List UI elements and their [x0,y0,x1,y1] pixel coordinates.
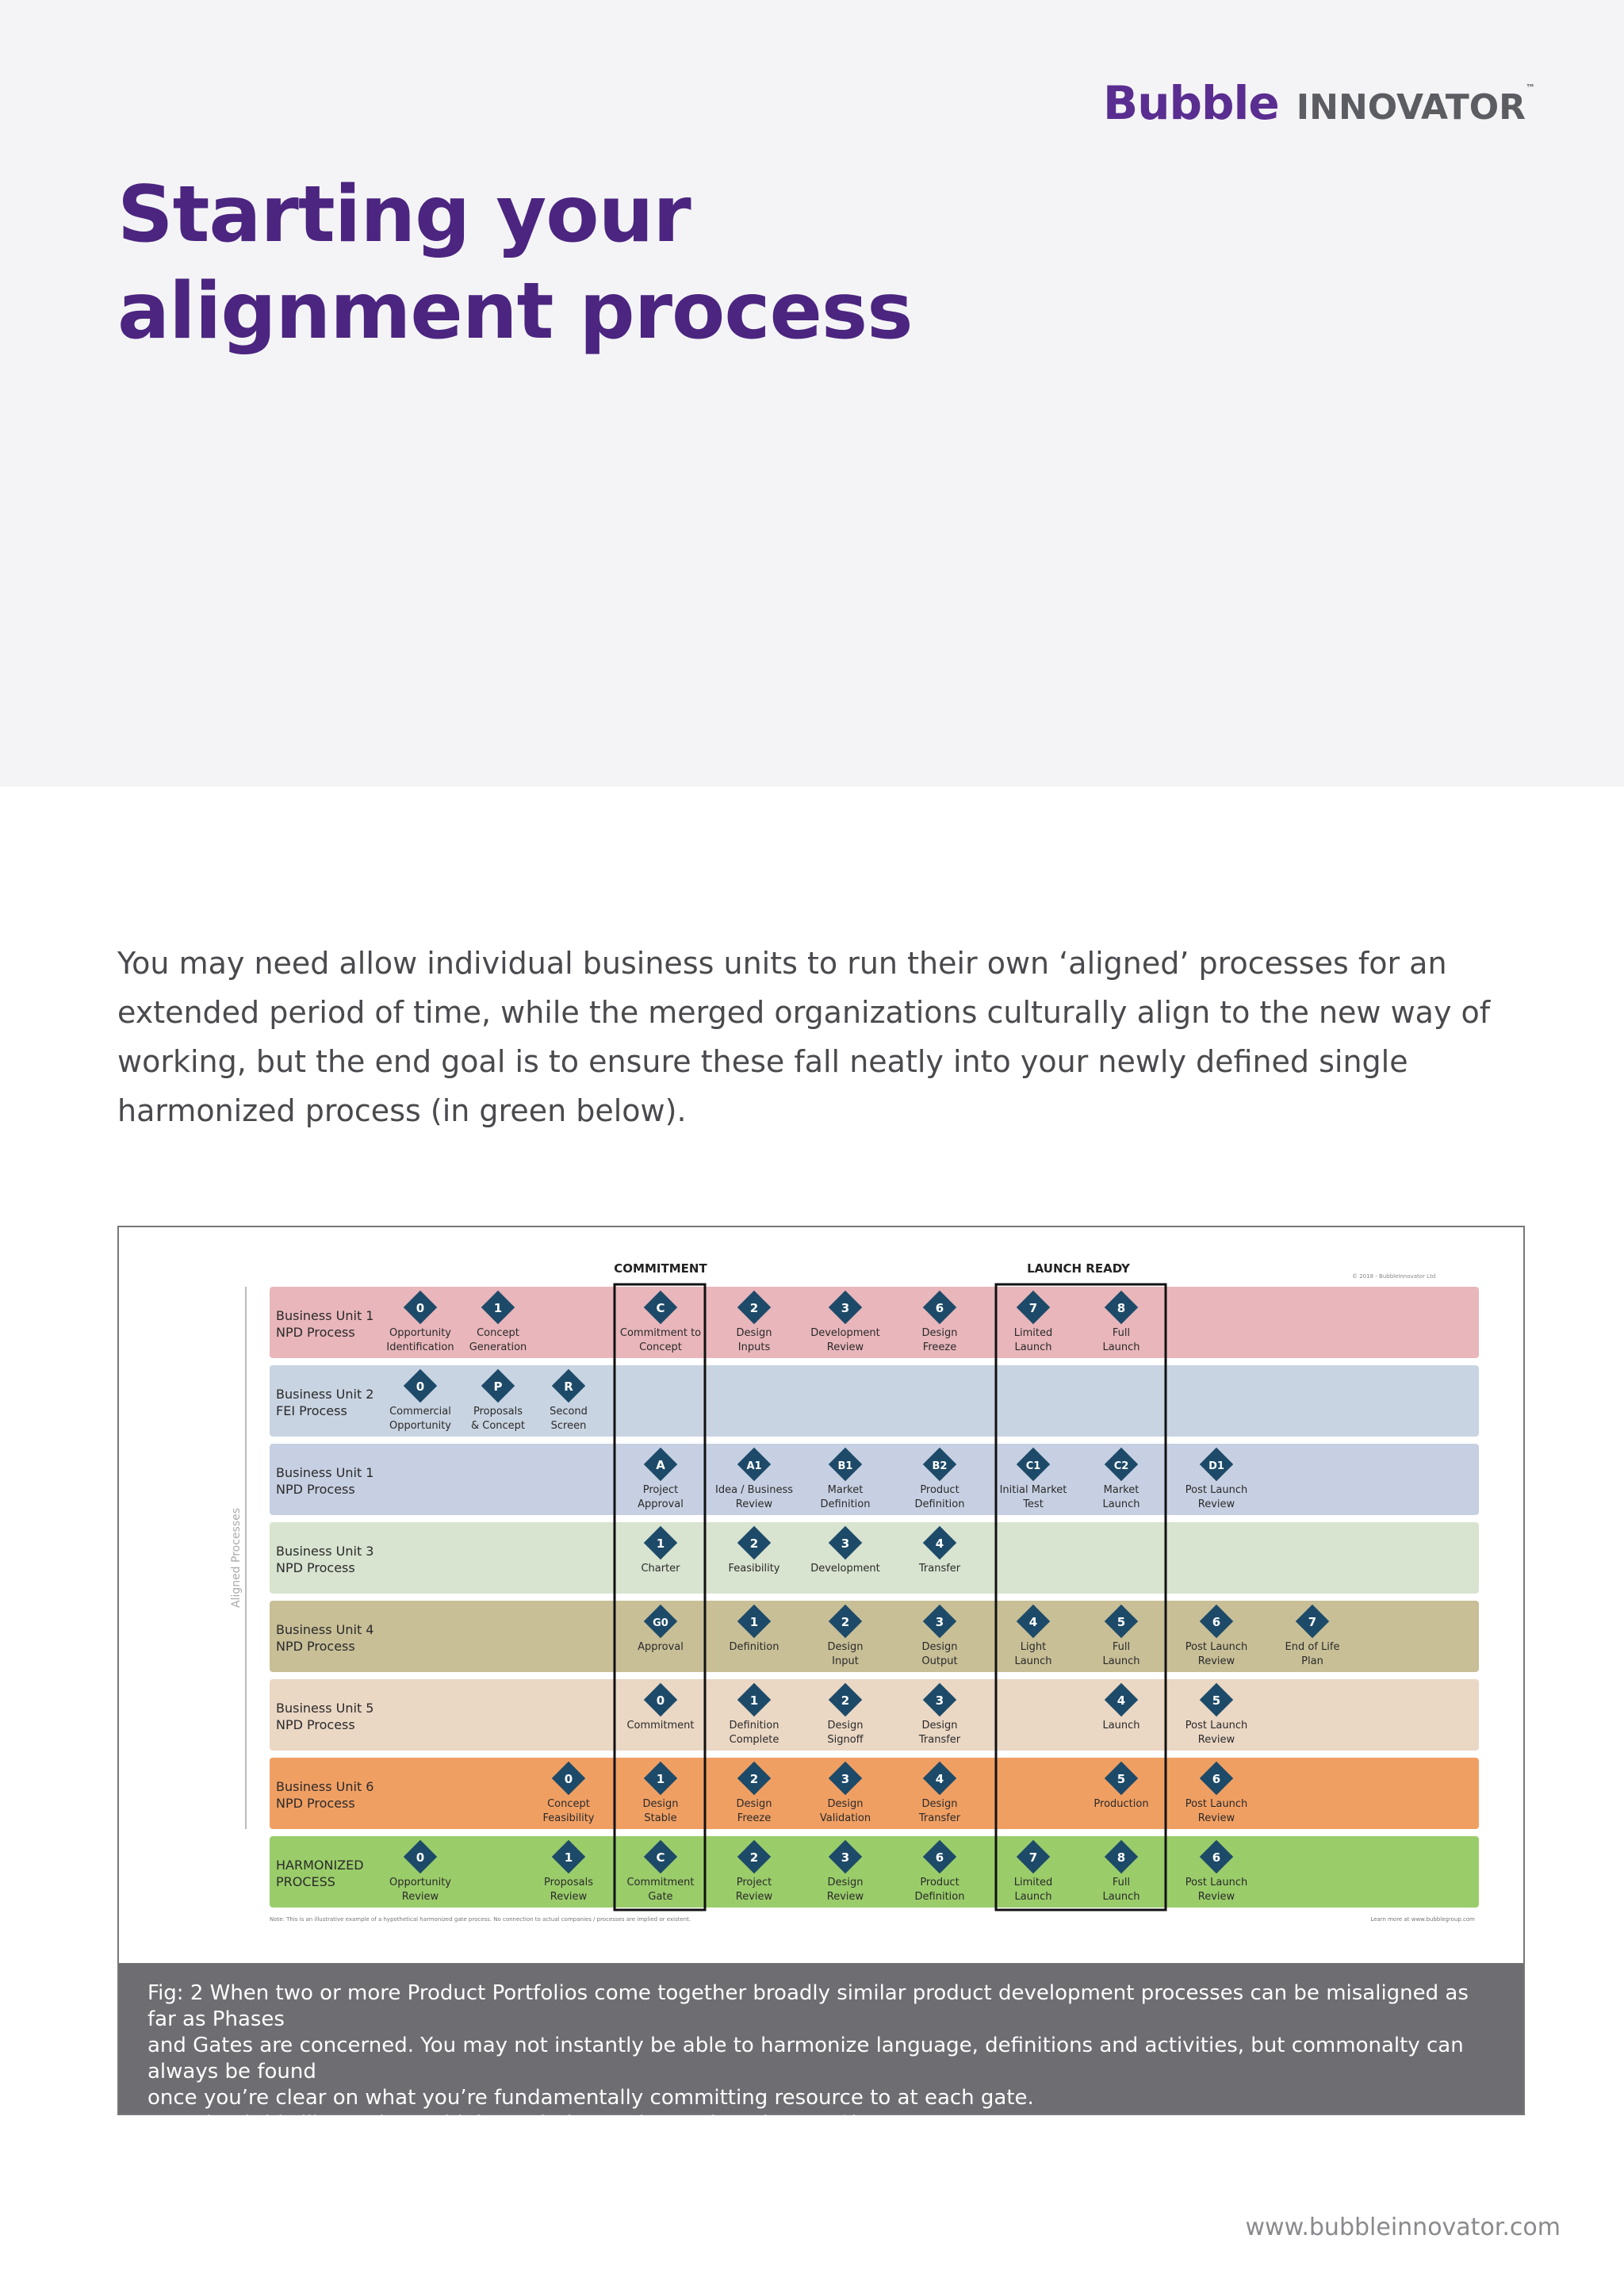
gate-id: G0 [653,1617,668,1629]
gate-id: 0 [416,1380,425,1394]
gate-label: Full [1112,1327,1131,1339]
gate-id: B2 [932,1460,948,1472]
gate-id: D1 [1208,1460,1224,1472]
gate-id: 4 [1028,1615,1038,1629]
learn-more-text: Learn more at www.bubblegroup.com [1370,1916,1475,1923]
gate-label: Approval [638,1498,684,1510]
gate-label: Project [736,1877,772,1888]
gate-label: Design [827,1641,864,1653]
gate-id: 1 [749,1615,759,1629]
gate-id: 2 [749,1536,759,1551]
gate-label: Launch [1102,1720,1140,1732]
gate-id: 3 [841,1536,850,1551]
page-title [117,166,913,360]
gate-label: Review [550,1891,588,1903]
gate-id: 1 [656,1536,665,1551]
gate-label: Freeze [922,1341,957,1353]
row-title: NPD Process [276,1560,355,1575]
gate-label: Design [827,1798,864,1810]
diagram-note: Note: This is an illustrative example of a hypothetical harmonized gate process. No connection to actual companies / processes are implied or existent. [270,1916,691,1923]
row-title: PROCESS [276,1874,335,1889]
gate-label: Concept [639,1341,682,1353]
gate-label: Input [832,1655,859,1667]
gate-label: Approval [638,1641,684,1653]
gate-label: Review [826,1891,864,1903]
gate-label: Product [920,1484,959,1496]
gate-id: 7 [1028,1850,1038,1865]
gate-label: Limited [1013,1327,1053,1339]
gate-label: Commitment [626,1877,695,1888]
body-paragraph: You may need allow individual business units to run their own ‘aligned’ processes for an extended period of time, while the merged organizations culturally align to the new way of working, but the end goal is to ensure these fall neatly into your newly defined single harmonized process (in green below). [117,946,1491,1128]
launch-ready-header: LAUNCH READY [1027,1261,1130,1276]
gate-id: 4 [1116,1693,1126,1708]
gate-label: Design [921,1720,958,1732]
gate-label: Product [920,1877,959,1888]
gate-id: 6 [1212,1850,1221,1865]
process-alignment-diagram [119,1227,1526,1966]
gate-id: A1 [746,1460,762,1472]
gate-label: Design [736,1798,772,1810]
row-title: Business Unit 2 [276,1387,374,1402]
gate-id: 0 [416,1301,425,1315]
row-title: Business Unit 3 [276,1544,374,1559]
gate-label: Complete [729,1734,779,1746]
gate-id: 5 [1116,1772,1126,1786]
gate-id: 2 [749,1850,759,1865]
gate-label: Definition [820,1498,871,1510]
gate-id: 3 [935,1615,944,1629]
gate-label: Generation [469,1341,527,1353]
gate-label: Review [826,1341,864,1353]
gate-id: 1 [493,1301,503,1315]
gate-label: Post Launch [1185,1641,1248,1653]
logo-trademark: ™ [1526,82,1535,94]
gate-label: Development [810,1327,880,1339]
gate-label: Review [1197,1655,1235,1667]
gate-label: Launch [1102,1341,1140,1353]
gate-id: 2 [749,1772,759,1786]
gate-label: Review [1197,1498,1235,1510]
gate-label: Idea / Business [714,1484,794,1496]
gate-id: 2 [841,1615,850,1629]
gate-label: Light [1020,1641,1047,1653]
gate-label: Post Launch [1185,1798,1248,1810]
gate-id: 6 [935,1301,944,1315]
page-title-line-2: alignment process [117,266,913,357]
gate-label: Validation [819,1812,871,1824]
gate-id: 8 [1116,1301,1126,1315]
gate-label: Launch [1014,1655,1052,1667]
figure-caption [119,1963,1523,2136]
gate-id: C [656,1850,665,1865]
gate-id: C2 [1113,1460,1129,1472]
gate-label: Design [827,1877,864,1888]
gate-id: 0 [656,1693,665,1708]
gate-id: 2 [841,1693,850,1708]
row-title: Business Unit 4 [276,1622,374,1637]
gate-label: Stable [644,1812,677,1824]
gate-id: 3 [841,1301,850,1315]
gate-label: Feasibility [728,1563,780,1575]
bubble-innovator-logo [1103,76,1535,130]
gate-label: Design [921,1327,958,1339]
gate-label: Commitment to [619,1327,702,1339]
gate-label: Feasibility [542,1812,595,1824]
gate-label: Signoff [827,1734,864,1746]
gate-id: 3 [841,1850,850,1865]
gate-label: Test [1023,1498,1044,1510]
row-title: Business Unit 5 [276,1701,374,1716]
gate-label: Production [1094,1798,1149,1810]
gate-label: Initial Market [999,1484,1067,1496]
process-row [270,1522,1479,1594]
row-title: FEI Process [276,1403,347,1418]
gate-id: 7 [1308,1615,1317,1629]
gate-label: Launch [1102,1891,1140,1903]
gate-label: Inputs [737,1341,771,1353]
gate-label: Opportunity [389,1877,452,1888]
gate-id: R [564,1380,573,1394]
gate-label: End of Life [1285,1641,1340,1653]
gate-id: 0 [564,1772,573,1786]
copyright-text: © 2018 - BubbleInnovator Ltd [1352,1273,1436,1280]
gate-label: Identification [386,1341,454,1353]
aligned-processes-label: Aligned Processes [230,1507,243,1609]
logo-secondary: INNOVATOR [1296,87,1526,128]
row-title: NPD Process [276,1482,355,1497]
gate-id: 6 [1212,1772,1221,1786]
gate-label: Transfer [918,1563,961,1575]
gate-label: Review [735,1498,773,1510]
gate-label: Second [550,1406,588,1418]
gate-id: 4 [935,1772,944,1786]
gate-id: 5 [1212,1693,1221,1708]
gate-label: Proposals [544,1877,593,1888]
page-title-line-1: Starting your [117,170,691,260]
gate-label: Concept [477,1327,519,1339]
gate-label: Definition [729,1641,779,1653]
figure-box [117,1226,1525,2136]
gate-label: Launch [1014,1341,1052,1353]
row-title: NPD Process [276,1717,355,1732]
gate-label: Plan [1301,1655,1323,1667]
gate-label: Transfer [918,1812,961,1824]
process-row [270,1836,1479,1908]
gate-id: P [493,1380,503,1394]
gate-id: 6 [1212,1615,1221,1629]
gate-label: Commitment [626,1720,695,1732]
gate-id: B1 [837,1460,853,1472]
gate-label: Launch [1102,1498,1140,1510]
gate-id: 7 [1028,1301,1038,1315]
gate-label: Post Launch [1185,1720,1248,1732]
process-row [270,1601,1479,1672]
gate-label: Design [642,1798,679,1810]
row-title: HARMONIZED [276,1858,364,1873]
gate-label: Definition [914,1498,965,1510]
gate-id: 1 [749,1693,759,1708]
row-title: NPD Process [276,1325,355,1340]
gate-id: 0 [416,1850,425,1865]
gate-label: Post Launch [1185,1484,1248,1496]
gate-id: 6 [935,1850,944,1865]
gate-label: Definition [729,1720,779,1732]
gate-label: Output [921,1655,958,1667]
gate-label: Design [921,1798,958,1810]
row-title: NPD Process [276,1639,355,1654]
process-row [270,1679,1479,1751]
gate-id: 4 [935,1536,944,1551]
gate-id: 1 [564,1850,573,1865]
footer-website-link[interactable]: www.bubbleinnovator.com [1245,2214,1561,2241]
gate-label: Gate [648,1891,673,1903]
row-title: Business Unit 1 [276,1308,374,1323]
gate-label: & Concept [470,1420,526,1432]
gate-label: Transfer [918,1734,961,1746]
gate-label: Review [401,1891,439,1903]
gate-label: Market [1103,1484,1139,1496]
row-title: Business Unit 6 [276,1779,374,1794]
gate-label: Launch [1102,1655,1140,1667]
gate-id: 2 [749,1301,759,1315]
caption-line-3: once you’re clear on what you’re fundamentally committing resource to at each gate. [147,2086,1034,2110]
gate-label: Proposals [473,1406,523,1418]
gate-label: Limited [1013,1877,1053,1888]
row-title: NPD Process [276,1796,355,1811]
gate-label: Screen [550,1420,587,1432]
gate-label: Review [735,1891,773,1903]
row-title: Business Unit 1 [276,1465,374,1480]
logo-primary: Bubble [1102,76,1279,130]
gate-label: Charter [641,1563,680,1575]
caption-download-link[interactable]: Download this illustration at high resolution at: http://tinyurl.com/y8lsa7g5 [147,2112,920,2136]
gate-label: Freeze [737,1812,772,1824]
gate-label: Launch [1014,1891,1052,1903]
caption-line-1: Fig: 2 When two or more Product Portfolios come together broadly similar product development processes can be misaligned as far as Phases [147,1981,1476,2031]
gate-label: Opportunity [389,1420,452,1432]
caption-line-2: and Gates are concerned. You may not instantly be able to harmonize language, definitions and activities, but commonalty can always be found [147,2034,1470,2084]
gate-id: C1 [1025,1460,1041,1472]
gate-label: Opportunity [389,1327,452,1339]
gate-label: Design [736,1327,772,1339]
gate-label: Full [1112,1641,1131,1653]
gate-id: C [656,1301,665,1315]
process-row [270,1444,1479,1515]
gate-label: Market [827,1484,864,1496]
gate-id: 8 [1116,1850,1126,1865]
gate-label: Design [921,1641,958,1653]
gate-label: Commercial [389,1406,451,1418]
gate-label: Project [642,1484,679,1496]
gate-label: Design [827,1720,864,1732]
gate-id: 1 [656,1772,665,1786]
gate-label: Review [1197,1734,1235,1746]
gate-label: Review [1197,1812,1235,1824]
gate-label: Concept [547,1798,590,1810]
gate-label: Development [810,1563,880,1575]
gate-label: Definition [914,1891,965,1903]
process-row [270,1758,1479,1829]
commitment-header: COMMITMENT [614,1261,707,1276]
gate-id: 3 [935,1693,944,1708]
gate-id: A [656,1458,665,1472]
gate-label: Review [1197,1891,1235,1903]
gate-id: 5 [1116,1615,1126,1629]
gate-id: 3 [841,1772,850,1786]
gate-label: Post Launch [1185,1877,1248,1888]
gate-label: Full [1112,1877,1131,1888]
